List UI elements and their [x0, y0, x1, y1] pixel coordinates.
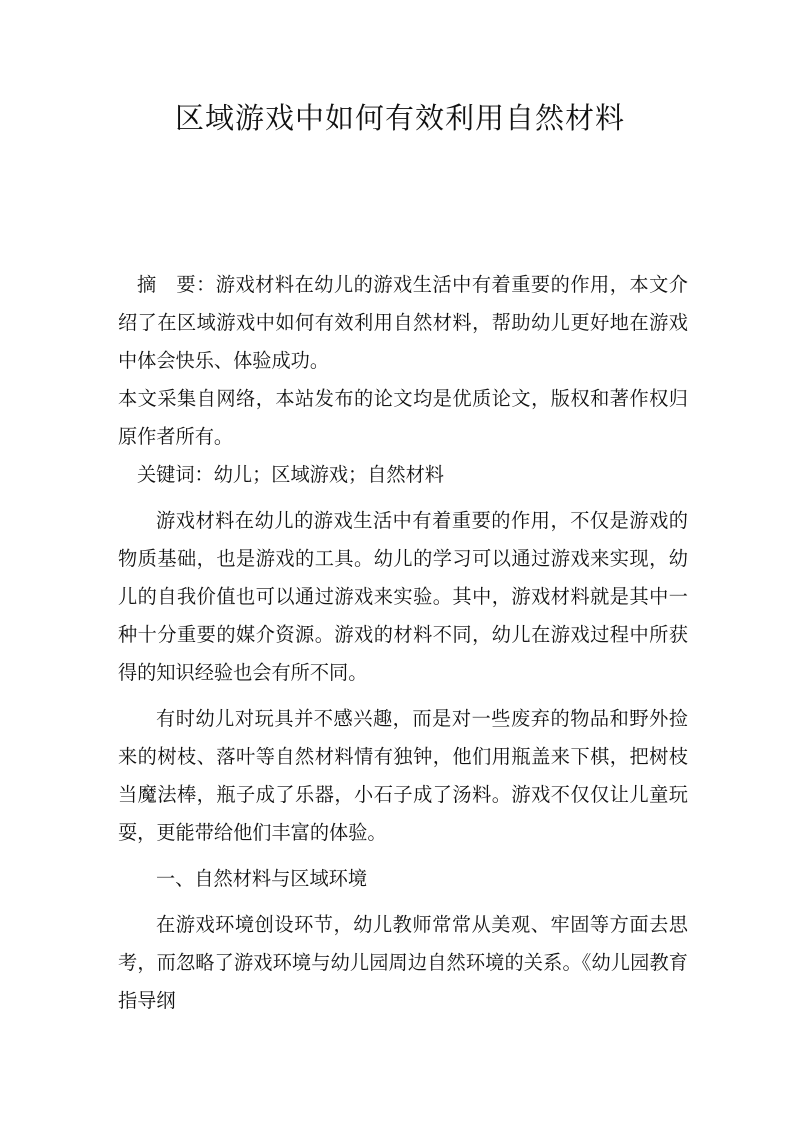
section-heading: 一、自然材料与区域环境 — [156, 867, 368, 890]
source-note: 本文采集自网络，本站发布的论文均是优质论文，版权和著作权归原作者所有。 — [118, 387, 688, 448]
keywords-line: 关键词：幼儿；区域游戏；自然材料 — [137, 463, 444, 486]
document-title: 区域游戏中如何有效利用自然材料 — [174, 101, 625, 135]
section-paragraph: 在游戏环境创设环节，幼儿教师常常从美观、牢固等方面去思考，而忽略了游戏环境与幼儿园周边自然环境的关系。《幼儿园教育指导纲 — [118, 913, 688, 1012]
abstract-paragraph: 摘 要：游戏材料在幼儿的游戏生活中有着重要的作用，本文介绍了在区域游戏中如何有效利用自然材料，帮助幼儿更好地在游戏中体会快乐、体验成功。 — [118, 273, 688, 372]
body-paragraph-1: 游戏材料在幼儿的游戏生活中有着重要的作用，不仅是游戏的物质基础，也是游戏的工具。幼儿的学习可以通过游戏来实现，幼儿的自我价值也可以通过游戏来实验。其中，游戏材料就是其中一种十分重要的媒介资源。游戏的材料不同，幼儿在游戏过程中所获得的知识经验也会有所不同。 — [118, 509, 688, 684]
document-body — [118, 266, 688, 1020]
body-paragraph-2: 有时幼儿对玩具并不感兴趣，而是对一些废弃的物品和野外捡来的树枝、落叶等自然材料情有独钟，他们用瓶盖来下棋，把树枝当魔法棒，瓶子成了乐器，小石子成了汤料。游戏不仅仅让儿童玩耍，更能带给他们丰富的体验。 — [118, 707, 688, 844]
